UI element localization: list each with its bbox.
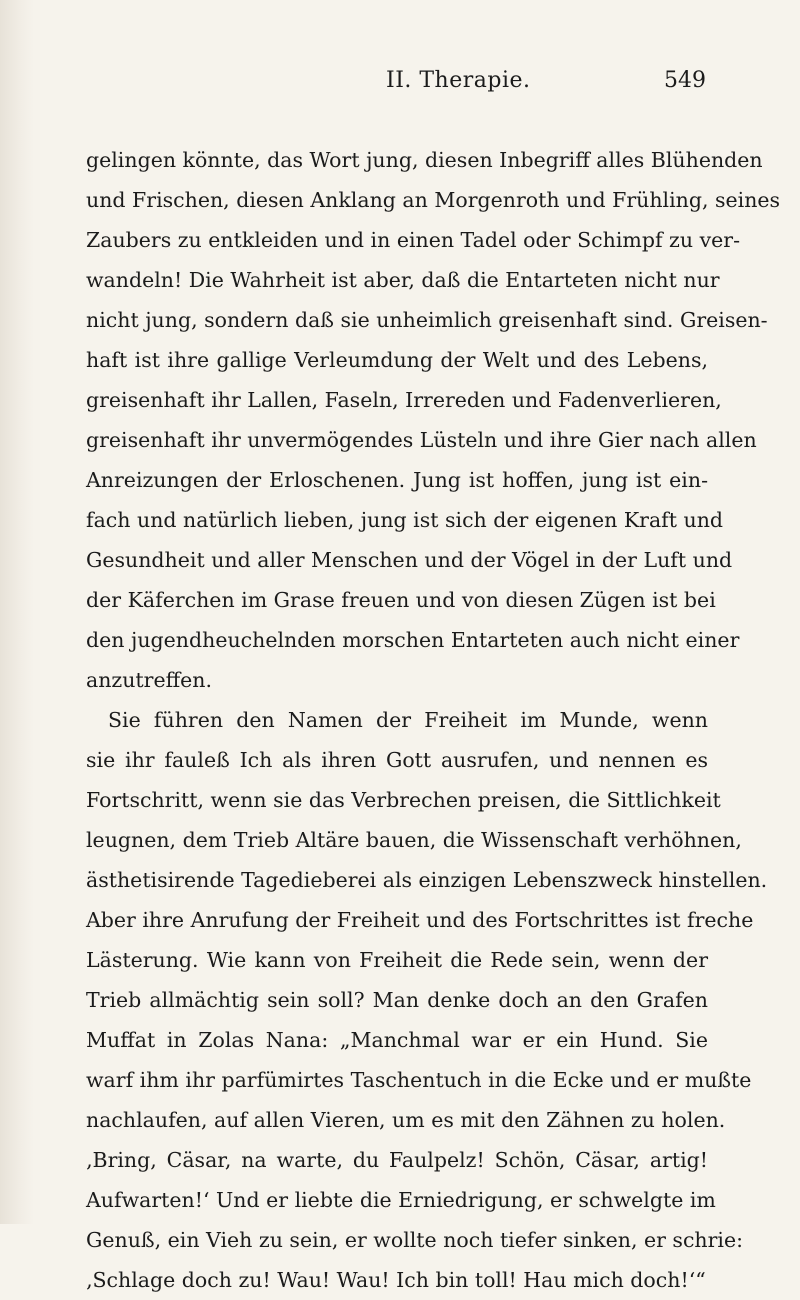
text-line: Zaubers zu entkleiden und in einen Tadel oder Schimpf zu ver- [86, 228, 741, 252]
text-line: nicht jung, sondern daß sie unheimlich greisenhaft sind. Greisen- [86, 308, 768, 332]
text-line: greisenhaft ihr unvermögendes Lüsteln und ihre Gier nach allen [86, 428, 757, 452]
paragraph-end-line: ‚Schlage doch zu! Wau! Wau! Ich bin toll! Hau mich doch!‘“ [86, 1268, 706, 1292]
text-line: Aber ihre Anrufung der Freiheit und des Fortschrittes ist freche [86, 908, 754, 932]
text-line: greisenhaft ihr Lallen, Faseln, Irrereden und Fadenverlieren, [86, 388, 722, 412]
paragraph-end-line: anzutreffen. [86, 668, 213, 692]
text-line: leugnen, dem Trieb Altäre bauen, die Wissenschaft verhöhnen, [86, 828, 742, 852]
text-line: sie ihr fauleß Ich als ihren Gott ausrufen, und nennen es [86, 748, 708, 772]
text-line: Muffat in Zolas Nana: „Manchmal war er ein Hund. Sie [86, 1028, 708, 1052]
body-text [86, 140, 781, 1300]
text-line: Aufwarten!‘ Und er liebte die Erniedrigung, er schwelgte im [86, 1188, 716, 1212]
section-title: II. Therapie. [386, 68, 531, 93]
text-line: fach und natürlich lieben, jung ist sich der eigenen Kraft und [86, 508, 724, 532]
text-line: Anreizungen der Erloschenen. Jung ist hoffen, jung ist ein- [86, 468, 708, 492]
text-line: haft ist ihre gallige Verleumdung der Welt und des Lebens, [86, 348, 708, 372]
text-line: ‚Bring, Cäsar, na warte, du Faulpelz! Schön, Cäsar, artig! [86, 1148, 708, 1172]
text-line: Fortschritt, wenn sie das Verbrechen preisen, die Sittlichkeit [86, 788, 721, 812]
text-line: Trieb allmächtig sein soll? Man denke doch an den Grafen [86, 988, 708, 1012]
paragraph-start-line: Sie führen den Namen der Freiheit im Munde, wenn [108, 708, 708, 732]
text-line: der Käferchen im Grase freuen und von diesen Zügen ist bei [86, 588, 716, 612]
text-line: nachlaufen, auf allen Vieren, um es mit den Zähnen zu holen. [86, 1108, 726, 1132]
page-number: 549 [664, 68, 706, 93]
text-line: Genuß, ein Vieh zu sein, er wollte noch tiefer sinken, er schrie: [86, 1228, 744, 1252]
text-line: gelingen könnte, das Wort jung, diesen Inbegriff alles Blühenden [86, 148, 763, 172]
text-line: den jugendheuchelnden morschen Entarteten auch nicht einer [86, 628, 740, 652]
text-line: ästhetisirende Tagedieberei als einzigen Lebenszweck hinstellen. [86, 868, 768, 892]
text-line: und Frischen, diesen Anklang an Morgenroth und Frühling, seines [86, 188, 781, 212]
binding-shadow [0, 0, 34, 1224]
text-line: Lästerung. Wie kann von Freiheit die Rede sein, wenn der [86, 948, 708, 972]
text-line: wandeln! Die Wahrheit ist aber, daß die Entarteten nicht nur [86, 268, 720, 292]
running-head [0, 68, 800, 98]
text-line: warf ihm ihr parfümirtes Taschentuch in die Ecke und er mußte [86, 1068, 752, 1092]
text-line: Gesundheit und aller Menschen und der Vögel in der Luft und [86, 548, 733, 572]
